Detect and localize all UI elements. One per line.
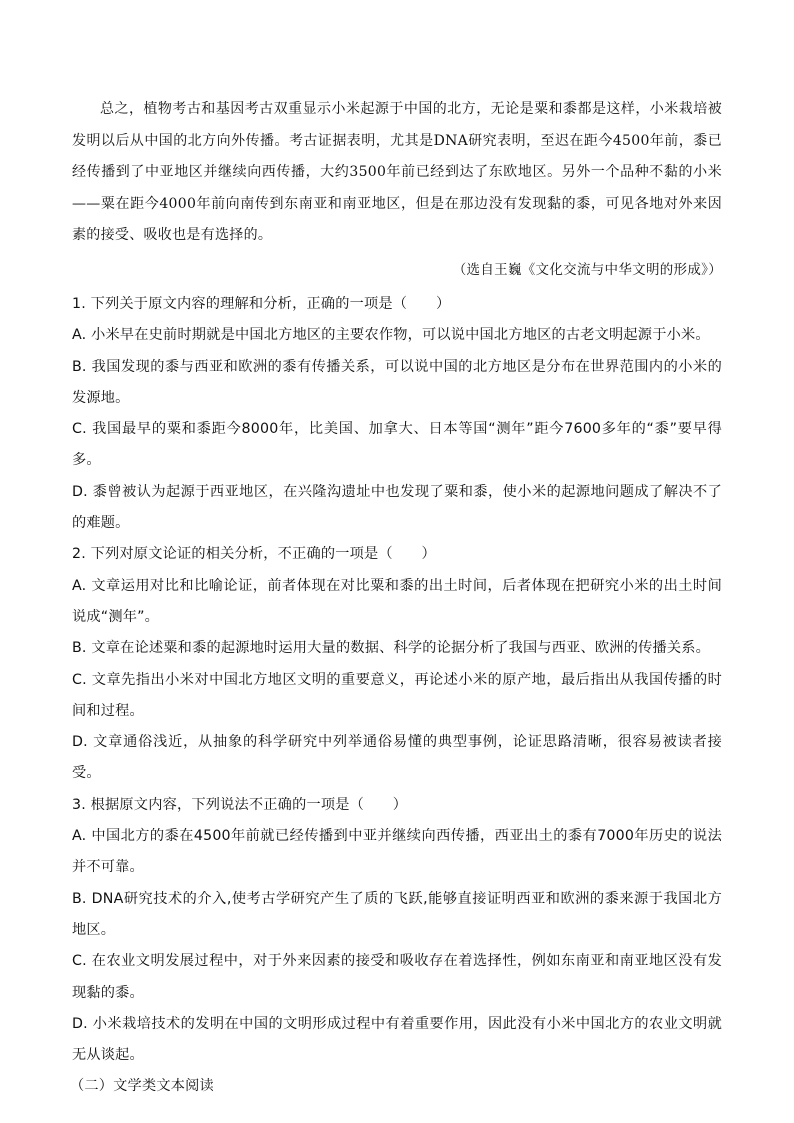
passage-paragraph: 总之，植物考古和基因考古双重显示小米起源于中国的北方，无论是粟和黍都是这样，小米栽培被发明以后从中国的北方向外传播。考古证据表明，尤其是DNA研究表明，至迟在距今4500年前，黍已经传播到了中亚地区并继续向西传播，大约3500年前已经到达了东欧地区。另外一个品种不黏的小米——粟在距今4000年前向南传到东南亚和南亚地区，但是在那边没有发现黏的黍，可见各地对外来因素的接受、吸收也是有选择的。: [72, 101, 722, 243]
passage-source-citation: （选自王巍《文化交流与中华文明的形成》）: [452, 262, 722, 278]
option-c: C. 文章先指出小米对中国北方地区文明的重要意义，再论述小米的原产地，最后指出从我国传播的时间和过程。: [72, 671, 722, 719]
option-a: A. 小米早在史前时期就是中国北方地区的主要农作物，可以说中国北方地区的古老文明起源于小米。: [72, 327, 710, 344]
option-a: A. 文章运用对比和比喻论证，前者体现在对比粟和黍的出土时间，后者体现在把研究小米的出土时间说成“测年”。: [72, 577, 722, 625]
option-d: D. 文章通俗浅近，从抽象的科学研究中列举通俗易懂的典型事例，论证思路清晰，很容易被读者接受。: [72, 734, 722, 782]
option-b: B. 文章在论述粟和黍的起源地时运用大量的数据、科学的论据分析了我国与西亚、欧洲的传播关系。: [72, 640, 711, 657]
option-b: B. 我国发现的黍与西亚和欧洲的黍有传播关系，可以说中国的北方地区是分布在世界范围内的小米的发源地。: [72, 358, 722, 406]
question-stem: 1. 下列关于原文内容的理解和分析，正确的一项是（ ）: [72, 296, 451, 312]
option-c: C. 我国最早的粟和黍距今8000年，比美国、加拿大、日本等国“测年”距今7600多年的“黍”要早得多。: [72, 421, 722, 469]
question-stem: 3. 根据原文内容，下列说法不正确的一项是（ ）: [72, 796, 408, 813]
option-d: D. 小米栽培技术的发明在中国的文明形成过程中有着重要作用，因此没有小米中国北方的农业文明就无从谈起。: [72, 1015, 722, 1064]
questions-block: [72, 289, 722, 1103]
question-2: [72, 539, 722, 789]
question-3: [72, 790, 722, 1072]
option-d: D. 黍曾被认为起源于西亚地区，在兴隆沟遗址中也发现了粟和黍，使小米的起源地问题成了解决不了的难题。: [72, 483, 722, 532]
option-b: B. DNA研究技术的介入,使考古学研究产生了质的飞跃,能够直接证明西亚和欧洲的黍来源于我国北方地区。: [72, 890, 722, 938]
option-a: A. 中国北方的黍在4500年前就已经传播到中亚并继续向西传播，西亚出土的黍有7000年历史的说法并不可靠。: [72, 828, 722, 876]
section-heading: （二）文学类文本阅读: [70, 1078, 214, 1095]
option-c: C. 在农业文明发展过程中，对于外来因素的接受和吸收存在着选择性，例如东南亚和南亚地区没有发现黏的黍。: [72, 953, 722, 1001]
question-1: [72, 289, 722, 539]
question-stem: 2. 下列对原文论证的相关分析，不正确的一项是（ ）: [72, 546, 436, 563]
